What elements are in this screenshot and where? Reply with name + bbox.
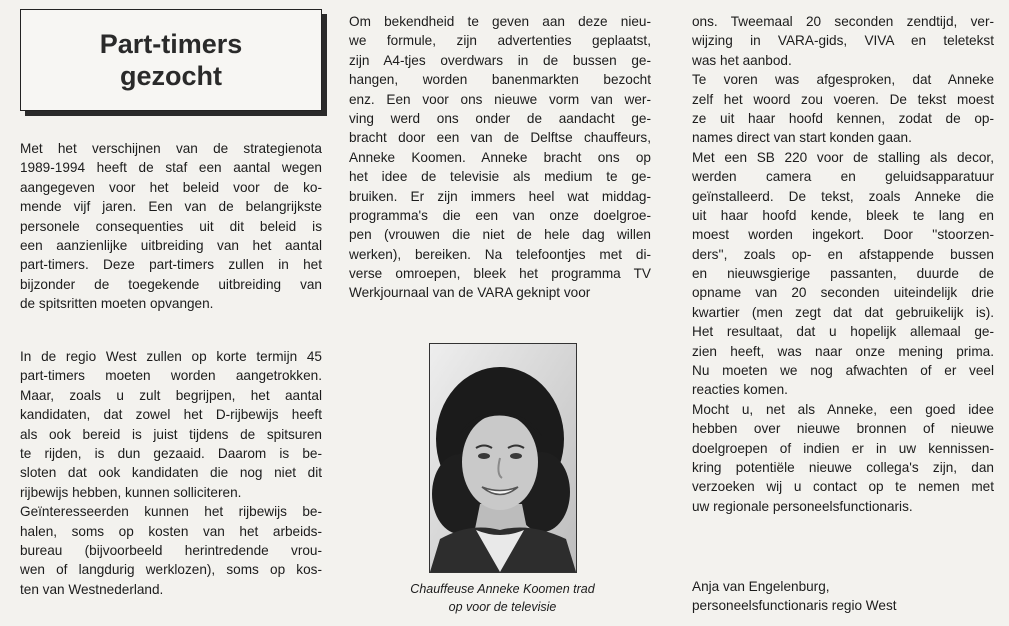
signature bbox=[692, 577, 994, 616]
article-title-box bbox=[20, 9, 322, 111]
text-line: wijzing in VARA-gids, VIVA en teletekst bbox=[692, 33, 994, 49]
signature-role: personeelsfunctionaris regio West bbox=[692, 598, 897, 614]
text-line: enz. Een voor ons nieuwe vorm van wer- bbox=[349, 91, 651, 107]
text-line: 1989-1994 heeft de staf een aantal wegen bbox=[20, 160, 322, 176]
photo-caption bbox=[360, 580, 645, 616]
text-line: In de regio West zullen op korte termijn 45 bbox=[20, 349, 322, 364]
column-3-text bbox=[692, 12, 994, 516]
text-line: halen, soms op kosten van het arbeids- bbox=[20, 523, 322, 539]
text-line: kring potentiële nieuwe collega's zijn, dan bbox=[692, 459, 994, 475]
text-line: was het aanbod. bbox=[692, 52, 792, 68]
text-line: het idee de televisie als medium te ge- bbox=[349, 169, 651, 185]
text-line: te rijden, is dun gezaaid. Daarom is be- bbox=[20, 445, 322, 461]
photo-caption-line-1: Chauffeuse Anneke Koomen trad bbox=[410, 582, 595, 596]
text-line: mende vijf jaren. Een van de belangrijkste bbox=[20, 199, 322, 215]
text-line: Werkjournaal van de VARA geknipt voor bbox=[349, 285, 591, 301]
text-line: Nu moeten we nog afwachten of er veel bbox=[692, 363, 994, 379]
text-line: bracht door een van de Delftse chauffeurs, bbox=[349, 130, 651, 146]
text-line: bureau (bijvoorbeeld herintredende vrou- bbox=[20, 542, 322, 558]
text-line: zijn A4-tjes overdwars in de bussen ge- bbox=[349, 52, 651, 68]
column-2 bbox=[349, 12, 651, 303]
text-line: werken), bereiken. Na telefoontjes met di- bbox=[349, 246, 651, 262]
text-line: Het resultaat, dat u hopelijk allemaal ge- bbox=[692, 324, 994, 340]
signature-name: Anja van Engelenburg, bbox=[692, 579, 830, 594]
text-line: de spitsritten moeten opvangen. bbox=[20, 296, 214, 312]
text-line: Met het verschijnen van de strategienota bbox=[20, 141, 322, 156]
article-title-line-2: gezocht bbox=[119, 61, 222, 91]
text-line: een aanzienlijke uitbreiding van het aantal bbox=[20, 237, 322, 253]
portrait-photo-image bbox=[430, 344, 576, 572]
text-line: Geïnteresseerden kunnen het rijbewijs be- bbox=[20, 504, 322, 520]
text-line: hebben over nieuwe bronnen of nieuwe bbox=[692, 421, 994, 437]
text-line: Anneke Koomen. Anneke bracht ons op bbox=[349, 149, 651, 165]
portrait-photo bbox=[429, 343, 577, 573]
text-line: opname van 20 seconden uiteindelijk drie bbox=[692, 285, 994, 301]
photo-caption-line-2: op voor de televisie bbox=[448, 600, 557, 614]
text-line: Mocht u, net als Anneke, een goed idee bbox=[692, 401, 994, 417]
text-line: hangen, worden banenmarkten bezocht bbox=[349, 72, 651, 88]
text-line: uw regionale personeelsfunctionaris. bbox=[692, 498, 913, 514]
column-1-paragraph-2 bbox=[20, 347, 322, 599]
column-1 bbox=[20, 139, 322, 597]
column-2-text bbox=[349, 12, 651, 303]
text-line: Maar, zoals u zult begrijpen, het aantal bbox=[20, 387, 322, 403]
text-line: moest worden ingekort. Door ''stoorzen- bbox=[692, 227, 994, 243]
text-line: sloten dat ook kandidaten die nog niet dit bbox=[20, 465, 322, 481]
text-line: we formule, zijn advertenties geplaatst, bbox=[349, 33, 651, 49]
text-line: verzoeken wij u contact op te nemen met bbox=[692, 479, 994, 495]
text-line: aangegeven voor het beleid voor de ko- bbox=[20, 179, 322, 195]
text-line: wen of langdurig werklozen), soms op kos- bbox=[20, 562, 322, 578]
text-line: ze uit haar hoofd kennen, zodat de op- bbox=[692, 110, 994, 126]
text-line: werden camera en geluidsapparatuur bbox=[692, 169, 994, 185]
text-line: Om bekendheid te geven aan deze nieu- bbox=[349, 14, 651, 29]
text-line: ons. Tweemaal 20 seconden zendtijd, ver- bbox=[692, 14, 994, 29]
text-line: part-timers. Deze part-timers zullen in het bbox=[20, 257, 322, 273]
text-line: rijbewijs hebben, kunnen solliciteren. bbox=[20, 484, 242, 500]
text-line: kwartier (men zegt dat dat gebruikelijk is). bbox=[692, 304, 994, 320]
article-title-line-1: Part-timers bbox=[99, 29, 243, 59]
text-line: names direct van start konden gaan. bbox=[692, 130, 912, 146]
text-line: pen (vrouwen die niet de hele dag willen bbox=[349, 227, 651, 243]
text-line: ving werd ons onder de aandacht ge- bbox=[349, 110, 651, 126]
column-3 bbox=[692, 12, 994, 614]
text-line: uit haar hoofd kende, bleek te lang en bbox=[692, 207, 994, 223]
text-line: en nieuwsgierige passanten, duurde de bbox=[692, 266, 994, 282]
text-line: verse omroepen, bleek het programma TV bbox=[349, 266, 651, 282]
text-line: bijzonder de toegekende uitbreiding van bbox=[20, 276, 322, 292]
text-line: ders'', zoals op- en afstappende bussen bbox=[692, 246, 994, 262]
text-line: zien heeft, was naar onze mening prima. bbox=[692, 343, 994, 359]
column-1-paragraph-1 bbox=[20, 139, 322, 314]
text-line: zelf het woord zou voeren. De tekst moest bbox=[692, 91, 994, 107]
text-line: part-timers moeten worden aangetrokken. bbox=[20, 368, 322, 384]
text-line: reacties komen. bbox=[692, 382, 788, 398]
text-line: doelgroepen of indien er in uw kennissen- bbox=[692, 440, 994, 456]
text-line: Met een SB 220 voor de stalling als decor, bbox=[692, 149, 994, 165]
text-line: bruiken. Er zijn immers heel wat middag- bbox=[349, 188, 651, 204]
text-line: kandidaten, dat zowel het D-rijbewijs heeft bbox=[20, 407, 322, 423]
text-line: als ook bereid is juist tijdens de spitsuren bbox=[20, 426, 322, 442]
text-line: programma's die een van onze doelgroe- bbox=[349, 207, 651, 223]
text-line: personele consequenties uit dit beleid is bbox=[20, 218, 322, 234]
text-line: Te voren was afgesproken, dat Anneke bbox=[692, 72, 994, 88]
text-line: geïnstalleerd. De tekst, zoals Anneke die bbox=[692, 188, 994, 204]
text-line: ten van Westnederland. bbox=[20, 581, 164, 597]
